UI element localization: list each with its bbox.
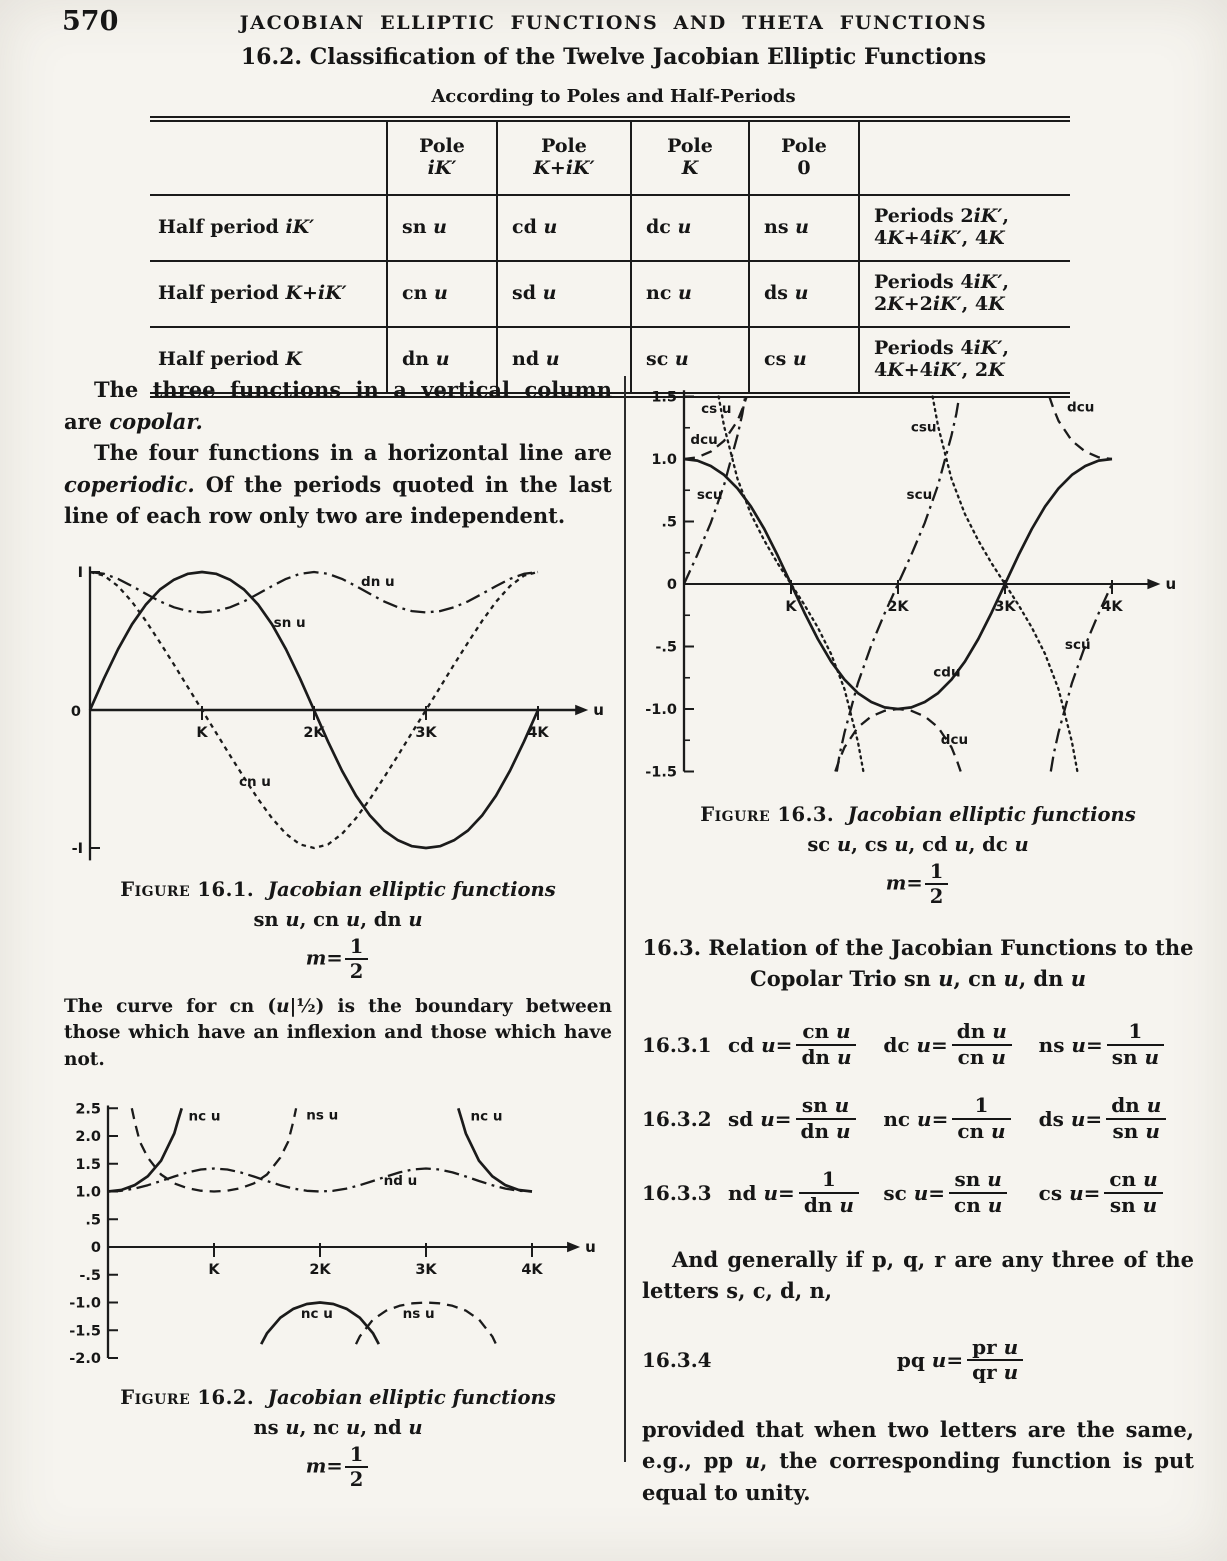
- svg-text:2K: 2K: [303, 724, 325, 741]
- figure-16-1-chart: [64, 550, 609, 866]
- column-divider: [624, 376, 626, 1462]
- figure-16-1-caption: [64, 878, 612, 982]
- svg-text:1.0: 1.0: [651, 452, 677, 468]
- svg-text:cdu: cdu: [933, 664, 961, 681]
- running-title: JACOBIAN ELLIPTIC FUNCTIONS AND THETA FUNCTIONS: [239, 12, 988, 34]
- figure-16-1-functions: sn u, cn u, dn u: [253, 907, 423, 931]
- figure-16-2-chart: [64, 1094, 612, 1374]
- function-cell: cs u: [749, 327, 859, 392]
- function-cell: dc u: [631, 195, 749, 261]
- function-cell: cn u: [387, 261, 497, 327]
- figure-16-2-caption: [64, 1386, 612, 1490]
- svg-text:1.5: 1.5: [651, 389, 677, 406]
- svg-text:.5: .5: [85, 1212, 101, 1229]
- function-cell: nd u: [497, 327, 631, 392]
- svg-text:dcu: dcu: [1067, 399, 1095, 416]
- svg-text:-1.0: -1.0: [645, 702, 677, 718]
- figure-16-3-title: Jacobian elliptic functions: [847, 803, 1136, 826]
- svg-text:u: u: [593, 700, 604, 719]
- function-cell: ns u: [749, 195, 859, 261]
- svg-text:-1.0: -1.0: [69, 1295, 101, 1312]
- svg-text:nc u: nc u: [188, 1108, 221, 1125]
- function-cell: sc u: [631, 327, 749, 392]
- svg-text:scu: scu: [696, 487, 723, 503]
- figure-16-3-parameter: m= $\frac{1}{2}$: [642, 861, 1194, 907]
- equation-16-3-4: [642, 1334, 1194, 1385]
- svg-text:ns u: ns u: [402, 1306, 435, 1323]
- equations-16-3: [642, 1018, 1194, 1217]
- svg-text:nc u: nc u: [300, 1306, 333, 1323]
- svg-text:u: u: [585, 1238, 596, 1257]
- pole-column-header: Pole K+iK′: [497, 122, 631, 195]
- svg-text:K: K: [208, 1262, 220, 1279]
- svg-text:csu: csu: [910, 419, 937, 436]
- figure-16-3-label: Figure 16.3.: [700, 803, 835, 826]
- section-16-2-subtitle: According to Poles and Half-Periods: [431, 86, 796, 107]
- half-period-label: Half period K: [150, 327, 387, 392]
- general-paragraph: And generally if p, q, r are any three of the letters s, c, d, n,: [642, 1246, 1194, 1304]
- svg-text:-I: -I: [71, 840, 83, 857]
- equation: nc u= $\frac{1}{\text{cn u}}$: [883, 1095, 1038, 1142]
- periods-cell: Periods 2iK′, 4K+4iK′, 4K: [874, 205, 1009, 249]
- page-number: 570: [62, 6, 119, 37]
- function-cell: sd u: [497, 261, 631, 327]
- svg-text:.5: .5: [661, 514, 677, 531]
- svg-text:2.5: 2.5: [75, 1101, 101, 1118]
- svg-text:1.0: 1.0: [75, 1184, 101, 1201]
- pole-column-header: Pole iK′: [387, 122, 497, 195]
- section-16-3-title: 16.3. Relation of the Jacobian Functions to the Copolar Trio sn u, cn u, dn u: [642, 935, 1194, 991]
- function-cell: sn u: [387, 195, 497, 261]
- figure-16-3-functions: sc u, cs u, cd u, dc u: [807, 833, 1029, 856]
- svg-text:-1.5: -1.5: [645, 764, 677, 781]
- svg-text:2.0: 2.0: [75, 1129, 101, 1146]
- figure-16-2-label: Figure 16.2.: [120, 1386, 255, 1410]
- figure-16-2-functions: ns u, nc u, nd u: [253, 1416, 423, 1440]
- half-period-label: Half period K+iK′: [150, 261, 387, 327]
- table-header-row: [150, 122, 1070, 195]
- svg-text:K: K: [196, 724, 208, 741]
- figure-16-3-caption: [642, 803, 1194, 907]
- table-row: [150, 261, 1070, 327]
- figure-16-1-label: Figure 16.1.: [120, 877, 255, 901]
- svg-text:4K: 4K: [521, 1262, 543, 1279]
- coperiodic-paragraph: The four functions in a horizontal line are coperiodic. Of the periods quoted in the last line of each row only two are independent.: [64, 440, 612, 528]
- equation-fraction: $\frac{\text{pr u}}{\text{qr u}}$: [967, 1337, 1023, 1384]
- figure-16-2-title: Jacobian elliptic functions: [267, 1386, 556, 1410]
- svg-text:2K: 2K: [309, 1262, 331, 1279]
- svg-text:cn u: cn u: [238, 773, 271, 790]
- equation: dc u= $\frac{\text{dn u}}{\text{cn u}}$: [883, 1021, 1038, 1068]
- table-row: [150, 195, 1070, 261]
- svg-text:dcu: dcu: [940, 732, 969, 748]
- equation-row: [642, 1095, 1194, 1142]
- svg-text:nd u: nd u: [383, 1172, 418, 1189]
- svg-text:0: 0: [90, 1240, 101, 1257]
- svg-text:0: 0: [666, 577, 677, 593]
- figure-16-2-parameter: m= $\frac{1}{2}$: [64, 1444, 612, 1490]
- function-cell: ds u: [749, 261, 859, 327]
- figure-16-2: [64, 1094, 612, 1374]
- function-cell: nc u: [631, 261, 749, 327]
- figure-16-1-title: Jacobian elliptic functions: [267, 877, 556, 901]
- inflexion-note: The curve for cn (u|½) is the boundary between those which have an inflexion and those which have not.: [64, 995, 612, 1071]
- equation: ns u= $\frac{1}{\text{sn u}}$: [1039, 1021, 1194, 1068]
- svg-text:dcu: dcu: [690, 432, 718, 448]
- svg-text:dn u: dn u: [361, 573, 395, 590]
- right-column: [642, 376, 1194, 1508]
- svg-text:u: u: [1165, 575, 1177, 593]
- svg-text:-1.5: -1.5: [69, 1323, 101, 1340]
- pole-column-header: Pole K: [631, 122, 749, 195]
- equation-row: [642, 1018, 1194, 1069]
- figure-16-3-chart: [642, 376, 1192, 791]
- section-16-2-title: 16.2. Classification of the Twelve Jacobian Elliptic Functions: [240, 44, 987, 70]
- svg-text:3K: 3K: [415, 1262, 437, 1279]
- svg-text:-.5: -.5: [79, 1267, 101, 1284]
- svg-text:ns u: ns u: [306, 1107, 339, 1124]
- figure-16-1-parameter: m= $\frac{1}{2}$: [64, 936, 612, 982]
- svg-text:scu: scu: [1064, 637, 1091, 653]
- equation: cs u= $\frac{\text{cn u}}{\text{sn u}}$: [1039, 1169, 1194, 1216]
- equation: sc u= $\frac{\text{sn u}}{\text{cn u}}$: [883, 1169, 1038, 1216]
- svg-text:I: I: [77, 564, 83, 581]
- figure-16-1: [64, 550, 612, 866]
- svg-text:0: 0: [70, 703, 81, 720]
- equation-number: 16.3.1: [642, 1032, 712, 1057]
- svg-text:4K: 4K: [1101, 599, 1123, 615]
- equation-number: 16.3.4: [642, 1348, 712, 1373]
- equation-number: 16.3.3: [642, 1180, 712, 1205]
- function-cell: cd u: [497, 195, 631, 261]
- equation: nd u= $\frac{1}{\text{dn u}}$: [728, 1169, 883, 1216]
- figure-16-3: [642, 376, 1194, 791]
- svg-text:sn u: sn u: [273, 614, 306, 631]
- svg-text:3K: 3K: [994, 599, 1016, 615]
- equation: ds u= $\frac{\text{dn u}}{\text{sn u}}$: [1039, 1095, 1194, 1142]
- periods-cell: Periods 4iK′, 2K+2iK′, 4K: [859, 261, 1070, 327]
- svg-text:nc u: nc u: [470, 1108, 503, 1125]
- periods-cell: Periods 4iK′, 4K+4iK′, 2K: [859, 327, 1070, 392]
- svg-text:1.5: 1.5: [75, 1156, 101, 1173]
- classification-table: [150, 122, 1070, 392]
- svg-text:-2.0: -2.0: [69, 1351, 101, 1368]
- equation-lhs: pq u=: [896, 1348, 964, 1373]
- svg-text:-.5: -.5: [655, 639, 677, 656]
- provided-paragraph: provided that when two letters are the same, e.g., pp u, the corresponding function is put equal to unity.: [642, 1416, 1194, 1505]
- pole-column-header: Pole 0: [749, 122, 859, 195]
- classification-table-wrap: [150, 116, 1070, 398]
- svg-text:scu: scu: [906, 487, 933, 503]
- half-period-label: Half period iK′: [150, 195, 387, 261]
- equation: cd u= $\frac{\text{cn u}}{\text{dn u}}$: [728, 1021, 883, 1068]
- function-cell: dn u: [387, 327, 497, 392]
- copolar-paragraph: The three functions in a vertical column are copolar.: [64, 377, 612, 434]
- svg-text:2K: 2K: [887, 599, 909, 615]
- left-column: [64, 374, 612, 1490]
- svg-text:4K: 4K: [527, 724, 549, 741]
- svg-text:K: K: [785, 599, 797, 615]
- svg-text:3K: 3K: [415, 724, 437, 741]
- svg-text:cs u: cs u: [701, 400, 732, 417]
- equation-number: 16.3.2: [642, 1106, 712, 1131]
- equation: sd u= $\frac{\text{sn u}}{\text{dn u}}$: [728, 1095, 883, 1142]
- equation-row: [642, 1169, 1194, 1216]
